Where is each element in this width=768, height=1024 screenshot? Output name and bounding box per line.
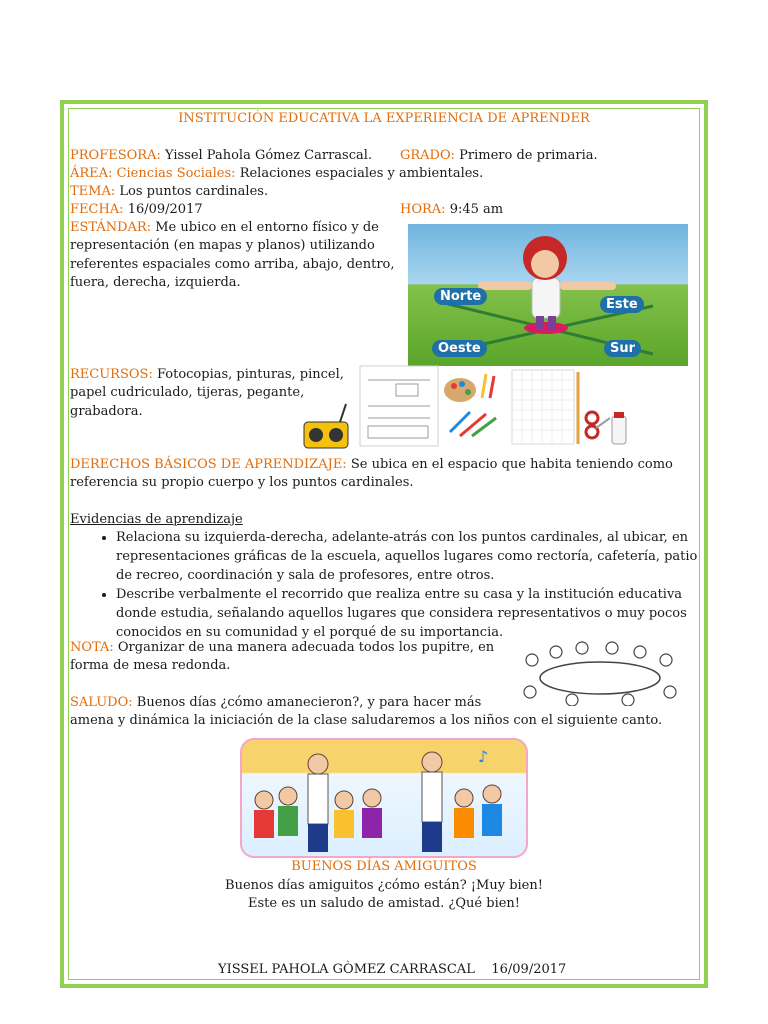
area-value: Relaciones espaciales y ambientales. xyxy=(235,166,484,181)
dba-text-2: referencia su propio cuerpo y los puntos cardinales. xyxy=(70,475,414,490)
recursos-text-1: Fotocopias, pinturas, pincel, xyxy=(152,367,344,382)
dba-line-1 xyxy=(70,456,673,474)
hora-row xyxy=(400,201,503,219)
grado-value: Primero de primaria. xyxy=(455,148,598,163)
compass-east-label: Este xyxy=(600,296,644,313)
tema-row xyxy=(70,183,268,201)
nota-line-1 xyxy=(70,639,494,657)
estandar-line xyxy=(70,219,379,237)
profesora-label: PROFESORA: xyxy=(70,148,161,163)
fecha-label: FECHA: xyxy=(70,202,124,217)
round-table-sketch xyxy=(512,640,688,706)
brushes-icon xyxy=(450,412,496,436)
recursos-text-2: papel cudriculado, tijeras, pegante, xyxy=(70,385,305,400)
estandar-text-2: representación (en mapas y planos) utilizando xyxy=(70,238,375,253)
nota-text-2: forma de mesa redonda. xyxy=(70,658,231,673)
hora-value: 9:45 am xyxy=(445,202,504,217)
grado-label: GRADO: xyxy=(400,148,456,163)
recursos-label: RECURSOS: xyxy=(70,367,153,382)
estandar-text-1: Me ubico en el entorno físico y de xyxy=(151,220,379,235)
tema-label: TEMA: xyxy=(70,184,116,199)
profesora-row xyxy=(70,147,372,165)
song-line-1: Buenos días amiguitos ¿cómo están? ¡Muy bien! xyxy=(225,878,543,893)
estandar-text-4: fuera, derecha, izquierda. xyxy=(70,275,241,290)
compass-north-label: Norte xyxy=(434,288,487,305)
hora-label: HORA: xyxy=(400,202,446,217)
area-row xyxy=(70,165,483,183)
compass-west-label: Oeste xyxy=(432,340,487,357)
nota-label: NOTA: xyxy=(70,640,114,655)
compass-south-label: Sur xyxy=(604,340,641,357)
footer-signature: YISSEL PAHOLA GÒMEZ CARRASCAL 16/09/2017 xyxy=(218,962,567,977)
song-line-2: Este es un saludo de amistad. ¿Qué bien! xyxy=(247,896,521,911)
children-singing-drawing xyxy=(242,740,526,856)
tema-value: Los puntos cardinales. xyxy=(115,184,269,199)
worksheet-icon xyxy=(360,366,438,446)
evidencias-title: Evidencias de aprendizaje xyxy=(70,512,243,527)
recursos-text-3: grabadora. xyxy=(70,404,143,419)
cardinal-points-illustration xyxy=(408,224,688,366)
dba-label: DERECHOS BÁSICOS DE APRENDIZAJE: xyxy=(70,457,347,472)
svg-text:♪: ♪ xyxy=(478,747,489,766)
scissors-glue-icon xyxy=(586,412,626,444)
evidencia-item: • Relaciona su izquierda-derecha, adelante-atrás con los puntos cardinales, al ubicar, en representaciones gráficas de la escuela, aquellos lugares como rectoría, cafetería, patio de recreo, coordinación y sala de profesores, entre otros. xyxy=(116,528,716,585)
evidencia-item: • Describe verbalmente el recorrido que realiza entre su casa y la institución educativa donde estudia, señalando aquellos lugares que considera representativos o muy pocos conocidos en su comunidad y el porqué de su importancia. xyxy=(116,585,716,642)
grid-paper-icon xyxy=(512,370,578,444)
saludo-line-1 xyxy=(70,694,481,712)
paint-palette-icon xyxy=(444,374,494,402)
fecha-row xyxy=(70,201,203,219)
saludo-text-2: amena y dinámica la iniciación de la clase saludaremos a los niños con el siguiente canto. xyxy=(70,713,663,728)
saludo-text-1: Buenos días ¿cómo amanecieron?, y para hacer más xyxy=(132,695,482,710)
estandar-text-3: referentes espaciales como arriba, abajo, dentro, xyxy=(70,257,395,272)
song-title: BUENOS DÍAS AMIGUITOS xyxy=(291,859,477,874)
estandar-label: ESTÁNDAR: xyxy=(70,220,152,235)
classroom-greeting-illustration xyxy=(240,738,528,858)
area-label: ÁREA: Ciencias Sociales: xyxy=(70,166,236,181)
evidencias-list xyxy=(70,528,716,642)
fecha-value: 16/09/2017 xyxy=(123,202,203,217)
radio-icon xyxy=(304,404,348,448)
profesora-value: Yissel Pahola Gómez Carrascal. xyxy=(160,148,373,163)
resources-pictures xyxy=(300,362,635,452)
grado-row xyxy=(400,147,598,165)
nota-text-1: Organizar de una manera adecuada todos los pupitre, en xyxy=(113,640,495,655)
institution-title: INSTITUCIÓN EDUCATIVA LA EXPERIENCIA DE APRENDER xyxy=(178,111,590,126)
dba-text-1: Se ubica en el espacio que habita teniendo como xyxy=(346,457,673,472)
saludo-label: SALUDO: xyxy=(70,695,133,710)
